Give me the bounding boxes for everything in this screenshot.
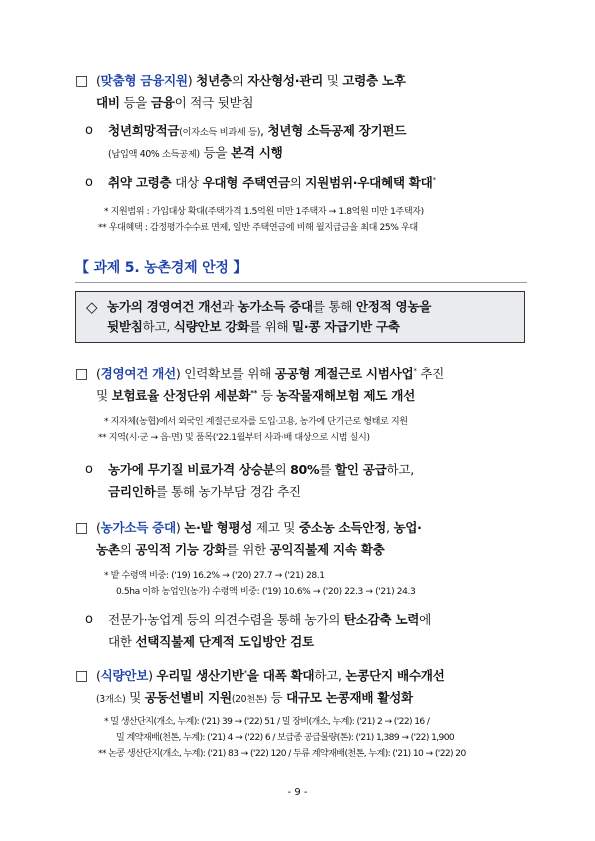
text: 및 bbox=[96, 388, 112, 403]
footnote-mark: * bbox=[432, 175, 436, 184]
square-bullet-icon: □ bbox=[75, 668, 89, 684]
s1o2-line1 bbox=[108, 175, 436, 191]
s3-line2 bbox=[96, 542, 385, 558]
text: 청년희망적금 bbox=[108, 123, 180, 138]
text: (3개소) bbox=[96, 694, 126, 705]
text: 농가에 무기질 비료가격 상승분 bbox=[108, 462, 275, 477]
text: 하고, bbox=[142, 319, 174, 334]
text: 전문가·농업계 등의 의견수렴을 통해 농가의 bbox=[108, 612, 344, 627]
footnote-mark: ** bbox=[250, 388, 258, 397]
text: ) 인력확보를 위해 bbox=[175, 366, 275, 381]
footnote-mark: * bbox=[413, 366, 417, 375]
text: 를 위해 bbox=[249, 319, 293, 334]
text: (납입액 40% 소득공제) bbox=[108, 149, 200, 160]
note: 0.5ha 이하 농업인(농가) 수령액 비중: ('19) 10.6% → ('20) 22.3 → ('21) 24.3 bbox=[116, 587, 416, 597]
diamond-icon: ◇ bbox=[86, 298, 98, 316]
square-bullet-icon: □ bbox=[75, 73, 89, 89]
text: 대규모 논콩재배 활성화 bbox=[286, 690, 413, 705]
note: ** 지역(시·군 → 읍·면) 및 품목('22.1월부터 사과·배 대상으로 시범 실시) bbox=[98, 433, 370, 443]
note: * 밭 수령액 비중: ('19) 16.2% → ('20) 27.7 → ('21) 28.1 bbox=[104, 571, 325, 581]
s4-line1 bbox=[96, 668, 444, 684]
text: 의 bbox=[231, 73, 248, 88]
text: 및 bbox=[125, 690, 145, 705]
text: 의 bbox=[119, 542, 136, 557]
text: 대비 bbox=[96, 95, 120, 110]
text: , bbox=[260, 123, 268, 138]
s4-line2 bbox=[96, 690, 413, 708]
text: 의 bbox=[289, 175, 306, 190]
s4-heading: 식량안보 bbox=[100, 668, 149, 683]
text: 과 bbox=[221, 299, 238, 314]
text: 대상 bbox=[171, 175, 203, 190]
note: * 지자체(농협)에서 외국인 계절근로자를 도입·고용, 농가에 단기근로 형태로 지원 bbox=[104, 417, 408, 427]
text: 를 통해 농가부담 경감 추진 bbox=[155, 484, 301, 499]
text: 탄소감축 노력 bbox=[343, 612, 420, 627]
text: ( bbox=[96, 520, 101, 535]
s2o1-line2 bbox=[108, 484, 301, 500]
text: 자산형성·관리 bbox=[247, 73, 323, 88]
text: , bbox=[386, 520, 394, 535]
text: 논·밭 형평성 bbox=[184, 520, 253, 535]
text: 금융 bbox=[150, 95, 175, 110]
text: 본격 시행 bbox=[230, 145, 283, 160]
text: (이자소득 비과세 등) bbox=[179, 127, 261, 138]
s1-line2 bbox=[96, 95, 253, 111]
summary-box bbox=[75, 291, 525, 343]
text: 추진 bbox=[416, 366, 445, 381]
text: 이 적극 뒷받침 bbox=[174, 95, 254, 110]
text: 청년층 bbox=[196, 73, 232, 88]
note: * 밀 생산단지(개소, 누계): ('21) 39 → ('22) 51 / 밀 장비(개소, 누계): ('21) 2 → ('22) 16 / bbox=[104, 717, 430, 727]
text: 등을 bbox=[199, 145, 231, 160]
text: 제고 및 bbox=[252, 520, 299, 535]
text: 하고, bbox=[314, 668, 346, 683]
text: 등 bbox=[257, 388, 277, 403]
text: 우대형 주택연금 bbox=[202, 175, 290, 190]
note: ** 논콩 생산단지(개소, 누계): ('21) 83 → ('22) 120 / 두류 계약재배(천톤, 누계): ('21) 10 → ('22) 20 bbox=[98, 749, 466, 759]
text: 농작물재해보험 제도 개선 bbox=[276, 388, 415, 403]
text: 식량안보 강화 bbox=[173, 319, 250, 334]
text: 청년형 소득공제 장기펀드 bbox=[267, 123, 407, 138]
box-line1 bbox=[107, 299, 431, 315]
text: 뒷받침 bbox=[107, 319, 143, 334]
text: 공공형 계절근로 시범사업 bbox=[274, 366, 414, 381]
text: ( bbox=[96, 668, 101, 683]
divider bbox=[75, 282, 527, 283]
s1o1-line1 bbox=[108, 123, 406, 141]
text: 80% bbox=[290, 462, 320, 477]
text: 논콩단지 배수개선 bbox=[345, 668, 445, 683]
text: 선택직불제 단계적 도입방안 검토 bbox=[135, 634, 314, 649]
text: ) bbox=[148, 668, 157, 683]
note: ** 우대혜택 : 감정평가수수료 면제, 일반 주택연금에 비해 월지급금을 최대 25% 우대 bbox=[98, 223, 418, 233]
s1o1-line2 bbox=[108, 145, 282, 163]
text: 농가소득 증대 bbox=[237, 299, 313, 314]
text: 공익직불제 지속 확충 bbox=[269, 542, 385, 557]
page-number: - 9 - bbox=[287, 787, 308, 798]
text: 및 bbox=[322, 73, 343, 88]
text: 금리인하 bbox=[108, 484, 156, 499]
text: 를 위한 bbox=[226, 542, 270, 557]
text: 농가의 경영여건 개선 bbox=[107, 299, 222, 314]
square-bullet-icon: □ bbox=[75, 520, 89, 536]
text: ( bbox=[96, 73, 101, 88]
text: 안정적 영농을 bbox=[355, 299, 432, 314]
text: 농업· bbox=[393, 520, 422, 535]
text: 할인 공급 bbox=[334, 462, 387, 477]
text: (20천톤) bbox=[231, 694, 267, 705]
text: 공익적 기능 강화 bbox=[135, 542, 227, 557]
s3-heading: 농가소득 증대 bbox=[100, 520, 176, 535]
text: 공동선별비 지원 bbox=[144, 690, 232, 705]
text: 를 통해 bbox=[312, 299, 356, 314]
text: 밀·콩 자급기반 구축 bbox=[292, 319, 400, 334]
s3o1-line2 bbox=[108, 634, 314, 650]
s2-line1 bbox=[96, 366, 444, 382]
text: 하고, bbox=[386, 462, 414, 477]
s1-heading: 맞춤형 금융지원 bbox=[100, 73, 188, 88]
note: 밀 계약재배(천톤, 누계): ('21) 4 → ('22) 6 / 보급종 공급물량(톤): ('21) 1,389 → ('22) 1,900 bbox=[116, 733, 455, 743]
footnote-mark: * bbox=[243, 668, 247, 677]
s3o1-line1 bbox=[108, 612, 431, 628]
text: 취약 고령층 bbox=[108, 175, 172, 190]
text: 에 bbox=[419, 612, 431, 627]
text: ) bbox=[187, 73, 197, 88]
text: 대한 bbox=[108, 634, 136, 649]
s2o1-line1 bbox=[108, 462, 414, 478]
text: 중소농 소득안정 bbox=[298, 520, 387, 535]
text: 를 bbox=[319, 462, 335, 477]
s3-line1 bbox=[96, 520, 422, 536]
s1-line1 bbox=[96, 73, 406, 89]
text: 보험료율 산정단위 세분화 bbox=[111, 388, 251, 403]
task-heading: 【 과제 5. 농촌경제 안정 】 bbox=[75, 260, 248, 276]
text: 고령층 노후 bbox=[342, 73, 406, 88]
text: 등 bbox=[266, 690, 287, 705]
text: 농촌 bbox=[96, 542, 120, 557]
box-line2 bbox=[107, 319, 400, 335]
s2-heading: 경영여건 개선 bbox=[100, 366, 176, 381]
text: 등을 bbox=[119, 95, 151, 110]
text: 을 대폭 확대 bbox=[246, 668, 315, 683]
note: * 지원범위 : 가입대상 확대(주택가격 1.5억원 미만 1주택자 → 1.8억원 미만 1주택자) bbox=[104, 207, 424, 217]
circle-bullet-icon: ο bbox=[85, 612, 93, 627]
s2-line2 bbox=[96, 388, 415, 404]
square-bullet-icon: □ bbox=[75, 366, 89, 382]
text: ( bbox=[96, 366, 101, 381]
text: 의 bbox=[274, 462, 291, 477]
text: 지원범위·우대혜택 확대 bbox=[305, 175, 433, 190]
text: ) bbox=[175, 520, 185, 535]
text: 우리밀 생산기반 bbox=[156, 668, 244, 683]
circle-bullet-icon: ο bbox=[85, 175, 93, 190]
circle-bullet-icon: ο bbox=[85, 123, 93, 138]
circle-bullet-icon: ο bbox=[85, 462, 93, 477]
